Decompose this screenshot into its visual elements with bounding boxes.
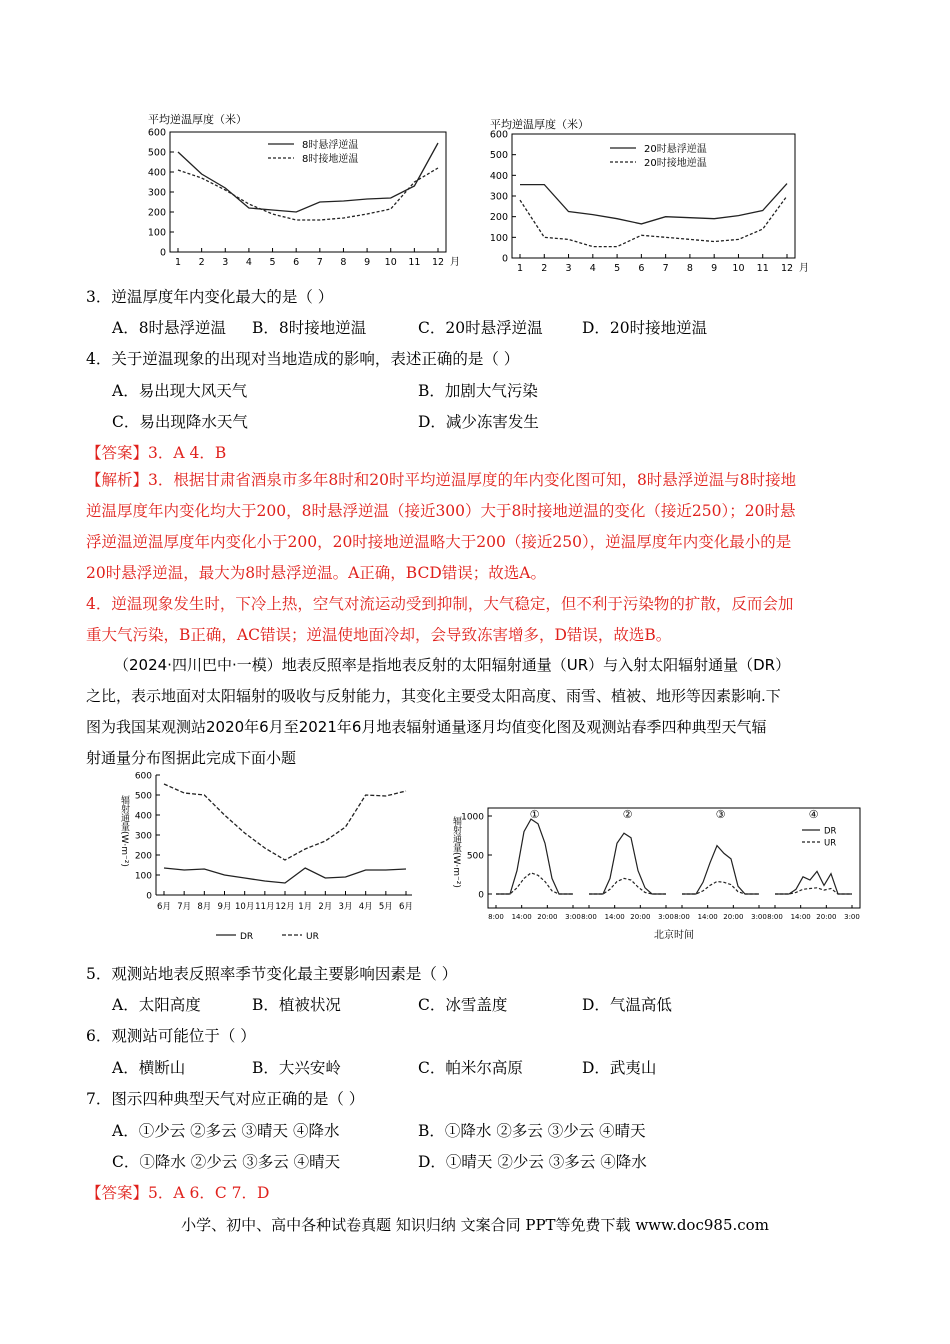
y-tick-label: 400: [147, 167, 166, 179]
x-tick-label: 5: [269, 257, 276, 268]
legend-label-1: 20时接地逆温: [644, 158, 707, 169]
intro-line: （2024·四川巴中·一模）地表反照率是指地表反射的太阳辐射通量（UR）与入射太阳辐射通量（DR）: [114, 656, 791, 674]
x-tick-label: 9: [711, 263, 718, 272]
x-tick-label: 12: [431, 257, 445, 268]
chart-monthly-radiation: [112, 765, 432, 950]
y-tick-label: 200: [134, 851, 152, 862]
q7-option-b[interactable]: B．①降水 ②多云 ③少云 ④晴天: [418, 1122, 646, 1140]
y-tick-label: 400: [489, 170, 508, 182]
intro-passage: [86, 650, 866, 774]
x-tick-label: 7: [316, 257, 323, 268]
series-line-1: [520, 196, 787, 247]
x-tick-label: 3:00: [658, 913, 674, 921]
y-tick-label: 0: [478, 890, 484, 901]
page-footer: 小学、初中、高中各种试卷真题 知识归纳 文案合同 PPT等免费下载 www.doc985.com: [181, 1216, 769, 1234]
y-tick-label: 600: [134, 771, 152, 782]
panel-label-1: ①: [529, 808, 540, 821]
x-tick-label: 12月: [275, 902, 295, 912]
x-tick-label: 14:00: [697, 913, 718, 921]
analysis-line: 重大气污染，B正确，AC错误；逆温使地面冷却，会导致冻害增多，D错误，故选B。: [86, 626, 672, 644]
x-tick-label: 3:00: [565, 913, 581, 921]
y-tick-label: 1000: [461, 812, 484, 823]
q7-option-d[interactable]: D．①晴天 ②少云 ③多云 ④降水: [418, 1153, 647, 1171]
y-tick-label: 100: [147, 227, 166, 239]
x-tick-label: 20:00: [630, 913, 651, 921]
x-unit-label: 月: [450, 257, 460, 268]
x-tick-label: 6月: [399, 902, 413, 912]
x-tick-label: 5: [614, 263, 621, 272]
y-tick-label: 0: [501, 253, 508, 265]
question-6-stem: 6．观测站可能位于（ ）: [86, 1027, 256, 1045]
y-tick-label: 0: [159, 247, 166, 259]
chart-8h-inversion: [140, 106, 460, 276]
plot-frame: [488, 808, 860, 908]
x-tick-label: 8:00: [674, 913, 690, 921]
y-tick-label: 600: [489, 129, 508, 141]
analysis-line: 【解析】3．根据甘肃省酒泉市多年8时和20时平均逆温厚度的年内变化图可知，8时悬浮逆温与8时接地: [86, 471, 797, 489]
x-tick-label: 14:00: [790, 913, 811, 921]
question-3-stem: 3．逆温厚度年内变化最大的是（ ）: [86, 288, 334, 306]
y-tick-label: 400: [134, 811, 152, 822]
question-7-stem: 7．图示四种典型天气对应正确的是（ ）: [86, 1090, 365, 1108]
x-tick-label: 11: [408, 257, 421, 268]
answer-5-7: 【答案】5．A 6．C 7．D: [86, 1184, 270, 1202]
x-tick-label: 1: [174, 257, 182, 268]
analysis-line: 浮逆温逆温厚度年内变化小于200，20时接地逆温略大于200（接近250），逆温厚度年内变化最小的是: [86, 533, 792, 551]
series-line-0: [164, 868, 406, 883]
q3-option-b[interactable]: B．8时接地逆温: [252, 319, 367, 337]
legend-label-1: 8时接地逆温: [302, 154, 359, 165]
x-tick-label: 4月: [358, 902, 373, 912]
x-tick-label: 6: [638, 263, 645, 272]
x-tick-label: 2: [541, 263, 548, 272]
x-tick-label: 8:00: [488, 913, 504, 921]
y-tick-label: 500: [489, 150, 508, 162]
legend-label-1: UR: [306, 932, 319, 942]
x-tick-label: 3月: [338, 902, 353, 912]
q5-option-b[interactable]: B．植被状况: [252, 996, 341, 1014]
analysis-3-4: [86, 465, 866, 651]
x-tick-label: 6: [293, 257, 300, 268]
x-tick-label: 7月: [177, 902, 192, 912]
analysis-line: 逆温厚度年内变化均大于200，8时悬浮逆温（接近300）大于8时接地逆温的变化（接近250）；20时悬: [86, 502, 796, 520]
x-tick-label: 20:00: [537, 913, 558, 921]
q4-option-c[interactable]: C．易出现降水天气: [112, 413, 248, 431]
q5-option-d[interactable]: D．气温高低: [582, 996, 672, 1014]
x-tick-label: 20:00: [723, 913, 744, 921]
x-tick-label: 5月: [378, 902, 393, 912]
x-axis-label: 北京时间: [654, 930, 694, 941]
legend-label-0: DR: [824, 826, 837, 837]
legend-label-0: DR: [240, 932, 254, 942]
intro-line: 图为我国某观测站2020年6月至2021年6月地表辐射通量逐月均值变化图及观测站春季四种典型天气辐: [86, 718, 767, 736]
y-axis-label: 辐射通量(W·m⁻²): [119, 795, 129, 867]
answer-3-4: 【答案】3．A 4．B: [86, 444, 227, 462]
x-tick-label: 14:00: [604, 913, 625, 921]
x-unit-label: 月: [799, 263, 809, 272]
y-tick-label: 100: [134, 871, 152, 882]
panel-4-dr-line: [775, 871, 852, 894]
x-tick-label: 8月: [197, 902, 212, 912]
x-tick-label: 12: [780, 263, 794, 272]
x-tick-label: 9月: [217, 902, 232, 912]
x-tick-label: 8: [340, 257, 347, 268]
x-tick-label: 2: [198, 257, 205, 268]
x-tick-label: 9: [364, 257, 371, 268]
x-tick-label: 3: [222, 257, 229, 268]
x-tick-label: 3:00: [751, 913, 767, 921]
x-tick-label: 8: [686, 263, 693, 272]
x-tick-label: 8:00: [767, 913, 783, 921]
panel-2-ur-line: [589, 878, 666, 894]
y-tick-label: 300: [147, 187, 166, 199]
y-tick-label: 600: [147, 127, 166, 139]
q4-option-b[interactable]: B．加剧大气污染: [418, 382, 538, 400]
y-tick-label: 300: [489, 191, 508, 203]
legend-label-0: 8时悬浮逆温: [302, 140, 359, 151]
q4-option-a[interactable]: A．易出现大风天气: [112, 382, 248, 400]
panel-1-ur-line: [496, 873, 573, 894]
x-tick-label: 3:00: [844, 913, 860, 921]
x-tick-label: 1: [516, 263, 524, 272]
series-line-1: [164, 784, 406, 860]
chart2-title: 平均逆温厚度（米）: [490, 118, 589, 131]
y-axis-label: 辐射通量(W·m⁻²): [451, 816, 461, 888]
q5-option-c[interactable]: C．冰雪盖度: [418, 996, 508, 1014]
analysis-line: 4．逆温现象发生时，下冷上热，空气对流运动受到抑制，大气稳定，但不利于污染物的扩散，反而会加: [86, 595, 794, 613]
q6-option-d[interactable]: D．武夷山: [582, 1059, 657, 1077]
y-tick-label: 0: [146, 891, 152, 902]
x-tick-label: 3: [565, 263, 572, 272]
series-line-0: [520, 184, 787, 224]
q6-option-c[interactable]: C．帕米尔高原: [418, 1059, 523, 1077]
panel-3-ur-line: [682, 882, 759, 895]
x-tick-label: 11月: [255, 902, 275, 912]
y-tick-label: 200: [147, 207, 166, 219]
x-tick-label: 1月: [298, 902, 313, 912]
q7-option-c[interactable]: C．①降水 ②少云 ③多云 ④晴天: [112, 1153, 341, 1171]
question-4-stem: 4．关于逆温现象的出现对当地造成的影响，表述正确的是（ ）: [86, 350, 520, 368]
q3-option-d[interactable]: D．20时接地逆温: [582, 319, 708, 337]
x-tick-label: 6月: [157, 902, 171, 912]
x-tick-label: 14:00: [511, 913, 532, 921]
panel-label-4: ④: [808, 808, 819, 821]
x-tick-label: 2月: [318, 902, 333, 912]
q7-option-a[interactable]: A．①少云 ②多云 ③晴天 ④降水: [112, 1122, 340, 1140]
chart-typical-weather-radiation: [448, 802, 868, 947]
q4-option-d[interactable]: D．减少冻害发生: [418, 413, 539, 431]
y-tick-label: 100: [489, 232, 508, 244]
panel-3-dr-line: [682, 846, 759, 894]
x-tick-label: 8:00: [581, 913, 597, 921]
y-tick-label: 200: [489, 212, 508, 224]
q6-option-b[interactable]: B．大兴安岭: [252, 1059, 341, 1077]
x-tick-label: 10: [384, 257, 397, 268]
y-tick-label: 500: [134, 791, 152, 802]
q3-option-c[interactable]: C．20时悬浮逆温: [418, 319, 543, 337]
x-tick-label: 11: [756, 263, 769, 272]
x-tick-label: 4: [245, 257, 252, 268]
panel-2-dr-line: [589, 833, 666, 894]
analysis-line: 20时悬浮逆温，最大为8时悬浮逆温。A正确，BCD错误；故选A。: [86, 564, 546, 582]
panel-1-dr-line: [496, 819, 573, 894]
intro-line: 射通量分布图据此完成下面小题: [86, 749, 297, 767]
x-tick-label: 10: [732, 263, 745, 272]
legend-label-1: UR: [824, 838, 837, 849]
q6-option-a[interactable]: A．横断山: [112, 1059, 186, 1077]
question-5-stem: 5．观测站地表反照率季节变化最主要影响因素是（ ）: [86, 965, 458, 983]
chart1-title: 平均逆温厚度（米）: [148, 113, 247, 126]
legend-label-0: 20时悬浮逆温: [644, 144, 707, 155]
panel-4-ur-line: [775, 888, 852, 894]
x-tick-label: 7: [662, 263, 669, 272]
x-tick-label: 20:00: [816, 913, 837, 921]
q5-option-a[interactable]: A．太阳高度: [112, 996, 201, 1014]
y-tick-label: 500: [466, 851, 484, 862]
panel-label-3: ③: [715, 808, 726, 821]
chart-20h-inversion: [482, 112, 812, 272]
y-tick-label: 300: [134, 831, 152, 842]
intro-line: 之比，表示地面对太阳辐射的吸收与反射能力，其变化主要受太阳高度、雨雪、植被、地形等因素影响.下: [86, 687, 781, 705]
panel-label-2: ②: [622, 808, 633, 821]
y-tick-label: 500: [147, 147, 166, 159]
x-tick-label: 4: [589, 263, 596, 272]
x-tick-label: 10月: [235, 902, 255, 912]
q3-option-a[interactable]: A．8时悬浮逆温: [112, 319, 227, 337]
